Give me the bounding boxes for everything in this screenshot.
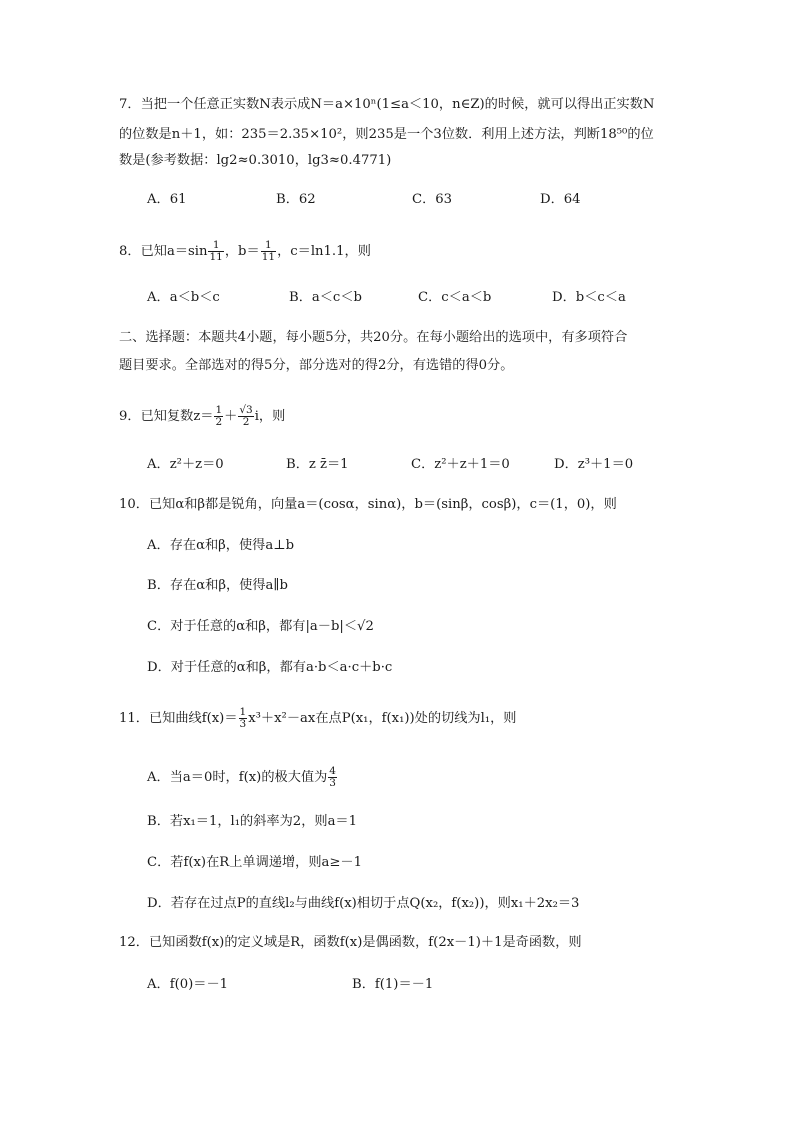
q10-option-c: C．对于任意的α和β，都有|a－b|＜√2 [147, 619, 374, 634]
q7-stem-line3: 数是(参考数据：lg2≈0.3010，lg3≈0.4771) [119, 153, 392, 168]
q8-option-b: B．a＜c＜b [289, 290, 362, 305]
q12-stem: 12．已知函数f(x)的定义域是R，函数f(x)是偶函数，f(2x－1)＋1是奇函数，则 [119, 935, 582, 950]
q9-suffix: i，则 [254, 409, 286, 424]
q11-prefix: 11．已知曲线f(x)＝ [119, 711, 238, 726]
q9-prefix: 9．已知复数z＝ [119, 409, 214, 424]
q10-option-d: D．对于任意的α和β，都有a·b＜a·c＋b·c [147, 660, 393, 675]
q10-option-b: B．存在α和β，使得a∥b [147, 578, 288, 593]
q9-stem [119, 405, 285, 428]
q9-fraction-1: $\frac{1}{2}$ [215, 404, 223, 428]
q12-option-a: A．f(0)＝－1 [147, 977, 229, 992]
q9-option-d: D．z³＋1＝0 [554, 457, 634, 472]
q9-plus: ＋ [224, 409, 238, 424]
q9-option-b: B．z z̄＝1 [286, 457, 349, 472]
q8-stem [119, 240, 371, 263]
q7-stem-line1: 7．当把一个任意正实数N表示成N＝a×10ⁿ(1≤a＜10，n∈Z)的时候，就可以得出正实数N [119, 97, 655, 112]
q7-option-b: B．62 [276, 192, 316, 207]
q8-option-a: A．a＜b＜c [147, 290, 220, 305]
q11-stem [119, 707, 517, 730]
q8-option-c: C．c＜a＜b [418, 290, 492, 305]
q11-option-b: B．若x₁＝1，l₁的斜率为2，则a＝1 [147, 814, 358, 829]
section2-instructions-line1: 二、选择题：本题共4小题，每小题5分，共20分。在每小题给出的选项中，有多项符合 [119, 330, 628, 345]
q8-option-d: D．b＜c＜a [552, 290, 626, 305]
q11-option-a-fraction: $\frac{4}{3}$ [329, 765, 336, 789]
q7-option-c: C．63 [412, 192, 453, 207]
q8-mid: ，b＝ [224, 244, 260, 259]
q11-fraction: $\frac{1}{3}$ [239, 706, 247, 730]
q11-option-d: D．若存在过点P的直线l₂与曲线f(x)相切于点Q(x₂，f(x₂))，则x₁＋2x₂＝3 [147, 896, 580, 911]
q9-option-c: C．z²＋z＋1＝0 [411, 457, 510, 472]
q7-stem-line2: 的位数是n＋1，如：235＝2.35×10²，则235是一个3位数．利用上述方法，判断18⁵⁰的位 [119, 127, 654, 142]
q8-prefix: 8．已知a＝sin [119, 244, 208, 259]
q9-fraction-2: $\frac{√3}{2}$ [239, 404, 253, 428]
q11-option-a [147, 766, 338, 789]
q11-option-c: C．若f(x)在R上单调递增，则a≥－1 [147, 855, 362, 870]
q7-option-d: D．64 [540, 192, 581, 207]
q8-fraction-1: $\frac{1}{11}$ [209, 239, 223, 263]
q10-stem: 10．已知α和β都是锐角，向量a＝(cosα，sinα)，b＝(sinβ，cosβ)，c＝(1，0)，则 [119, 497, 617, 512]
q7-option-a: A．61 [147, 192, 187, 207]
q11-option-a-text: A．当a＝0时，f(x)的极大值为 [147, 770, 328, 785]
q10-option-a: A．存在α和β，使得a⊥b [147, 538, 295, 553]
q8-suffix: ，c＝ln1.1，则 [277, 244, 371, 259]
q9-option-a: A．z²＋z＝0 [147, 457, 224, 472]
q11-suffix: x³＋x²－ax在点P(x₁，f(x₁))处的切线为l₁，则 [248, 711, 517, 726]
q12-option-b: B．f(1)＝－1 [352, 977, 434, 992]
q8-fraction-2: $\frac{1}{11}$ [261, 239, 276, 263]
section2-instructions-line2: 题目要求。全部选对的得5分，部分选对的得2分，有选错的得0分。 [119, 358, 514, 373]
